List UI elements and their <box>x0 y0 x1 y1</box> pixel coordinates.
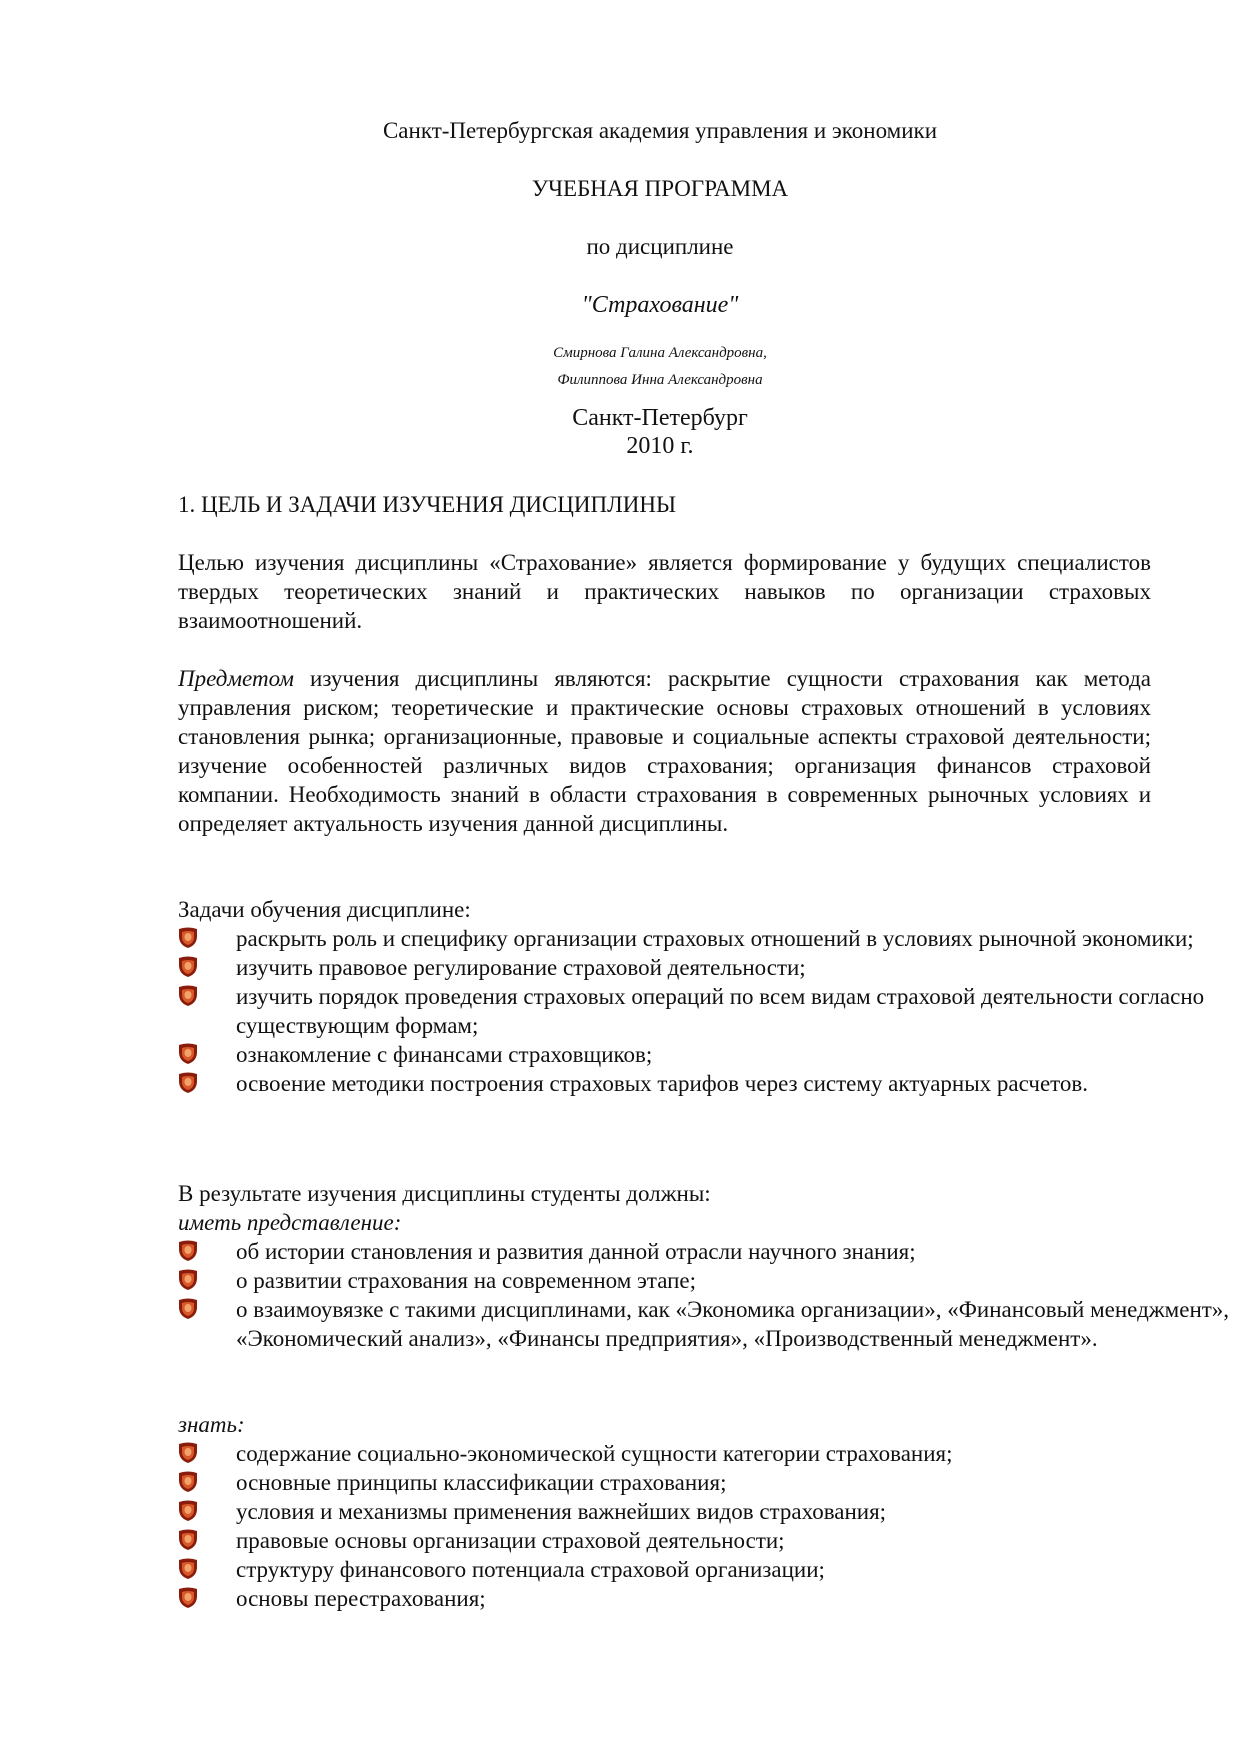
list-item-text: условия и механизмы применения важнейших видов страхования; <box>236 1499 887 1524</box>
shield-bullet-icon <box>178 1072 198 1094</box>
list-item-text: основы перестрахования; <box>236 1586 486 1611</box>
section-heading: 1. ЦЕЛЬ И ЗАДАЧИ ИЗУЧЕНИЯ ДИСЦИПЛИНЫ <box>178 492 677 517</box>
list-item <box>178 1237 1236 1266</box>
list-item-text: о развитии страхования на современном этапе; <box>236 1268 697 1293</box>
shield-bullet-icon <box>178 1043 198 1065</box>
list-item <box>178 982 1236 1040</box>
list-item <box>178 1497 1236 1526</box>
shield-bullet-icon <box>178 985 198 1007</box>
list-item <box>178 1295 1236 1353</box>
list-item-text: об истории становления и развития данной отрасли научного знания; <box>236 1239 916 1264</box>
shield-bullet-icon <box>178 1558 198 1580</box>
shield-bullet-icon <box>178 1471 198 1493</box>
shield-bullet-icon <box>178 1240 198 1262</box>
institution-name: Санкт-Петербургская академия управления и экономики <box>382 118 938 143</box>
know-block <box>178 1410 1151 1613</box>
list-item <box>178 1468 1236 1497</box>
tasks-list <box>178 924 1205 1098</box>
list-item <box>178 1526 1236 1555</box>
shield-bullet-icon <box>178 927 198 949</box>
list-item <box>178 1555 1236 1584</box>
list-item <box>178 1040 1236 1069</box>
list-item-text: раскрыть роль и специфику организации страховых отношений в условиях рыночной экономики; <box>236 926 1194 951</box>
tasks-intro: Задачи обучения дисциплине: <box>178 897 471 922</box>
subject-paragraph <box>178 664 1151 838</box>
list-item-text: основные принципы классификации страхования; <box>236 1470 727 1495</box>
author-1: Смирнова Галина Александровна, <box>553 345 767 361</box>
list-item-text: о взаимоувязке с такими дисциплинами, как «Экономика организации», «Финансовый менеджмент», «Экономический анализ», «Финансы предприятия», «Производственный менеджмент». <box>236 1297 1230 1351</box>
tasks-block <box>178 895 1205 1098</box>
list-item <box>178 1439 1236 1468</box>
list-item <box>178 1069 1236 1098</box>
discipline-prefix: по дисциплине <box>586 234 734 259</box>
shield-bullet-icon <box>178 1500 198 1522</box>
list-item-text: освоение методики построения страховых тарифов через систему актуарных расчетов. <box>236 1071 1089 1096</box>
list-item-text: изучить правовое регулирование страховой деятельности; <box>236 955 806 980</box>
year: 2010 г. <box>626 433 694 459</box>
results-intro: В результате изучения дисциплины студенты должны: <box>178 1181 711 1206</box>
know-list <box>178 1439 1151 1613</box>
list-item <box>178 953 1236 982</box>
know-label: знать: <box>178 1412 245 1437</box>
shield-bullet-icon <box>178 1587 198 1609</box>
city: Санкт-Петербург <box>572 405 748 431</box>
subject-term: Предметом <box>178 666 294 691</box>
shield-bullet-icon <box>178 1298 198 1320</box>
list-item <box>178 1584 1236 1613</box>
shield-bullet-icon <box>178 956 198 978</box>
shield-bullet-icon <box>178 1269 198 1291</box>
list-item-text: содержание социально-экономической сущности категории страхования; <box>236 1441 953 1466</box>
goal-paragraph: Целью изучения дисциплины «Страхование» является формирование у будущих специалистов твердых теоретических знаний и практических навыков по организации страховых взаимоотношений. <box>178 550 1151 633</box>
shield-bullet-icon <box>178 1442 198 1464</box>
list-item-text: правовые основы организации страховой деятельности; <box>236 1528 785 1553</box>
results-block <box>178 1179 1230 1353</box>
list-item-text: изучить порядок проведения страховых операций по всем видам страховой деятельности согласно существующим формам; <box>236 984 1205 1038</box>
document-title: УЧЕБНАЯ ПРОГРАММА <box>531 176 789 201</box>
list-item-text: ознакомление с финансами страховщиков; <box>236 1042 653 1067</box>
author-2: Филиппова Инна Александровна <box>557 372 763 388</box>
represent-list <box>178 1237 1230 1353</box>
subject-text: изучения дисциплины являются: раскрытие сущности страхования как метода управления риском; теоретические и практические основы страховых отношений в условиях становления рынка; организационные, правовые и социальные аспекты страховой деятельности; изучение особенностей различных видов страхования; организация финансов страховой компании. Необходимость знаний в области страхования в современных рыночных условиях и определяет актуальность изучения данной дисциплины. <box>178 666 1151 836</box>
shield-bullet-icon <box>178 1529 198 1551</box>
represent-label: иметь представление: <box>178 1210 402 1235</box>
list-item <box>178 924 1236 953</box>
list-item-text: структуру финансового потенциала страховой организации; <box>236 1557 825 1582</box>
list-item <box>178 1266 1236 1295</box>
discipline-name: "Страхование" <box>581 292 739 318</box>
